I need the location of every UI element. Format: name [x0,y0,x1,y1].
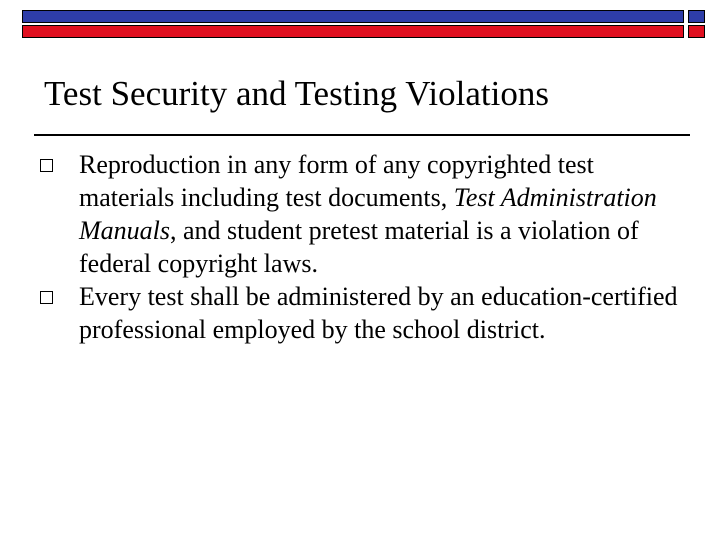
blue-bar [22,10,684,23]
bullet-list [40,148,680,346]
bullet-item-reproduction [40,148,680,280]
red-bar [22,25,684,38]
bullet-text-part: , and student pretest material is a violation of federal copyright laws. [79,216,639,278]
title-divider [34,134,690,136]
hollow-square-bullet-icon [40,159,53,172]
hollow-square-bullet-icon [40,291,53,304]
bullet-item-administration [40,280,680,346]
bullet-text-part: Reproduction in any form of any copyrighted test materials including test documents, [79,150,594,212]
title-bar-decoration [22,10,705,38]
blue-square [688,10,705,23]
slide-title: Test Security and Testing Violations [44,74,549,113]
red-square [688,25,705,38]
bullet-text-italic: Test Administration Manuals [79,183,657,245]
bullet-text-part: Every test shall be administered by an education-certified professional employed by the school district. [79,282,678,344]
